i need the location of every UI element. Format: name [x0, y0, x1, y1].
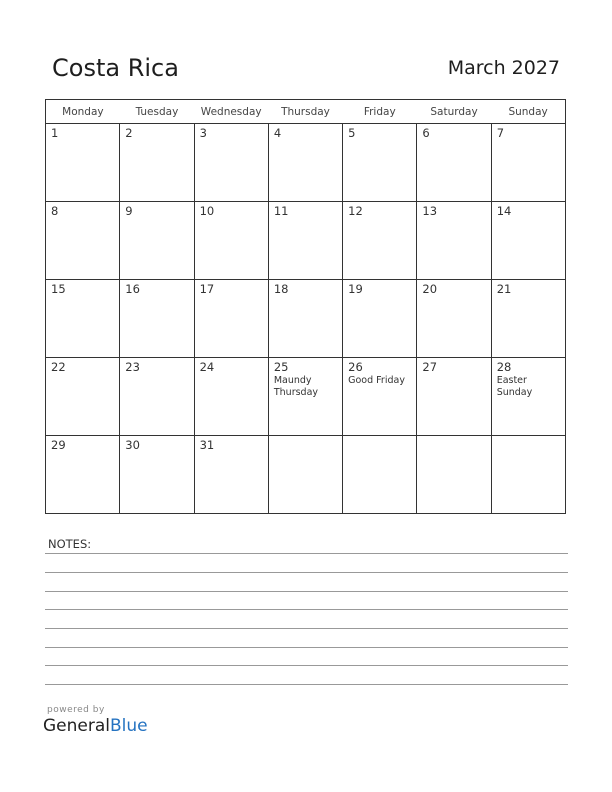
day-number: 24 [199, 360, 215, 374]
holiday-label: Easter Sunday [496, 375, 533, 398]
day-cell [417, 280, 491, 358]
holiday-label: Maundy Thursday [273, 375, 319, 398]
weekday-header: Thursday [268, 100, 342, 124]
country-title: Costa Rica [52, 54, 179, 82]
brand-blue: Blue [110, 716, 148, 736]
day-number: 31 [199, 438, 215, 452]
weekday-header: Sunday [491, 100, 565, 124]
week-row [46, 436, 566, 514]
day-cell [417, 124, 491, 202]
day-cell [194, 280, 268, 358]
day-number: 7 [496, 126, 505, 140]
day-number: 18 [273, 282, 289, 296]
day-cell [120, 436, 194, 514]
holiday-label: Good Friday [348, 375, 405, 386]
day-cell [194, 124, 268, 202]
day-number: 8 [51, 204, 59, 218]
day-cell [268, 358, 342, 436]
day-cell [120, 202, 194, 280]
weekday-header: Saturday [417, 100, 491, 124]
day-cell [417, 202, 491, 280]
weekday-header: Tuesday [120, 100, 194, 124]
day-cell [343, 124, 417, 202]
week-row [46, 280, 566, 358]
day-number: 15 [51, 282, 66, 296]
day-number: 28 [496, 360, 512, 374]
week-row [46, 358, 566, 436]
day-number: 1 [51, 126, 59, 140]
day-number: 9 [125, 204, 133, 218]
week-row [46, 202, 566, 280]
day-number: 13 [422, 204, 438, 218]
month-title: March 2027 [447, 57, 560, 79]
day-cell [194, 358, 268, 436]
day-number: 14 [496, 204, 512, 218]
day-cell [46, 436, 120, 514]
day-number: 19 [348, 282, 363, 296]
notes-line [45, 628, 568, 629]
day-cell [120, 124, 194, 202]
day-cell [491, 358, 565, 436]
brand-general: General [43, 716, 110, 736]
notes-line [45, 609, 568, 610]
day-cell [46, 280, 120, 358]
day-cell [268, 124, 342, 202]
day-cell [268, 280, 342, 358]
notes-line [45, 665, 568, 666]
day-cell [120, 358, 194, 436]
day-cell [343, 436, 417, 514]
day-number: 12 [348, 204, 363, 218]
day-number: 17 [199, 282, 215, 296]
day-number: 23 [125, 360, 140, 374]
day-number: 22 [51, 360, 66, 374]
weekday-header: Monday [46, 100, 120, 124]
day-number: 26 [348, 360, 363, 374]
weekday-header: Wednesday [194, 100, 268, 124]
day-cell [343, 280, 417, 358]
day-number: 2 [125, 126, 133, 140]
day-number: 27 [422, 360, 438, 374]
day-cell [268, 202, 342, 280]
week-row [46, 124, 566, 202]
notes-line [45, 572, 568, 573]
weekday-header-row [46, 100, 566, 124]
day-cell [417, 358, 491, 436]
brand-logo [43, 716, 148, 736]
day-cell [268, 436, 342, 514]
day-number: 30 [125, 438, 140, 452]
weekday-header: Friday [343, 100, 417, 124]
notes-label: NOTES: [48, 537, 92, 551]
calendar-grid [45, 99, 566, 514]
day-cell [491, 124, 565, 202]
day-cell [491, 436, 565, 514]
day-cell [417, 436, 491, 514]
powered-by-text: powered by [47, 705, 105, 715]
day-cell [194, 202, 268, 280]
day-cell [194, 436, 268, 514]
day-cell [343, 202, 417, 280]
day-number: 16 [125, 282, 140, 296]
day-cell [46, 358, 120, 436]
day-cell [491, 202, 565, 280]
day-cell [343, 358, 417, 436]
notes-line [45, 553, 568, 554]
day-number: 11 [273, 204, 289, 218]
day-cell [491, 280, 565, 358]
day-number: 29 [51, 438, 66, 452]
day-number: 3 [199, 126, 207, 140]
day-number: 10 [199, 204, 215, 218]
notes-line [45, 591, 568, 592]
day-cell [46, 202, 120, 280]
day-cell [120, 280, 194, 358]
day-number: 4 [273, 126, 282, 140]
day-number: 5 [348, 126, 356, 140]
day-cell [46, 124, 120, 202]
day-number: 6 [422, 126, 430, 140]
notes-line [45, 684, 568, 685]
day-number: 20 [422, 282, 438, 296]
day-number: 21 [496, 282, 512, 296]
notes-line [45, 647, 568, 648]
day-number: 25 [273, 360, 289, 374]
